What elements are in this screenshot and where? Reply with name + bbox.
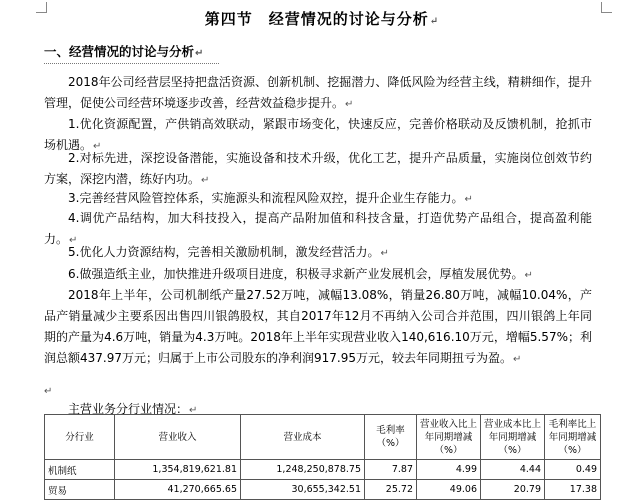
section-heading: 一、经营情况的讨论与分析↵ xyxy=(44,44,204,59)
section-title: 第四节 经营情况的讨论与分析↵ xyxy=(204,10,440,28)
paragraph-intro: 2018年公司经营层坚持把盘活资源、创新机制、挖掘潜力、降低风险为经营主线，精耕细作，提升管理，促使公司经营环境逐步改善，经营效益稳步提升。↵ xyxy=(44,75,592,110)
paragraph-item-1: 1.优化资源配置，产供销高效联动，紧跟市场变化，快速反应，完善价格联动及反馈机制，抢抓市场机遇。↵ xyxy=(44,117,592,152)
paragraph-item-2: 2.对标先进，深挖设备潜能，实施设备和技术升级，优化工艺，提升产品质量，实施岗位创效节约方案，深挖内潜，练好内功。↵ xyxy=(44,151,592,186)
cell-revenue-change: 4.99 xyxy=(417,460,481,480)
paragraph-results: 2018年上半年，公司机制纸产量27.52万吨，减幅13.08%，销量26.80万吨，减幅10.04%，产品产销量减少主要系因出售四川银鸽股权，其自2017年12月不再纳入公司合并范围，四川银鸽上年同期的产量为4.6万吨，销量为4.3万吨。2018年上半年实现营业收入140,616.10万元，增幅5.57%；利润总额437.97万元；归属于上市公司股东的净利润917.95万元，较去年同期扭亏为盈。↵ xyxy=(44,288,592,365)
paragraph-item-6: 6.做强造纸主业，加快推进升级项目进度，积极寻求新产业发展机会，厚植发展优势。↵ xyxy=(68,267,533,281)
table-row xyxy=(45,460,601,480)
header-margin-change: 毛利率比上年同期增减（%） xyxy=(545,415,601,460)
paragraph-item-4: 4.调优产品结构，加大科技投入，提高产品附加值和科技含量，打造优势产品组合，提高盈利能力。↵ xyxy=(44,211,592,246)
cell-revenue-change: 49.06 xyxy=(417,480,481,500)
heading-underline xyxy=(44,63,219,64)
header-revenue: 营业收入 xyxy=(115,415,241,460)
cell-gross-margin: 25.72 xyxy=(365,480,417,500)
cell-cost-change: 4.44 xyxy=(481,460,545,480)
cell-revenue: 41,270,665.65 xyxy=(115,480,241,500)
cell-cost-change: 20.79 xyxy=(481,480,545,500)
paragraph-item-5: 5.优化人力资源结构，完善相关激励机制，激发经营活力。↵ xyxy=(68,245,389,259)
industry-revenue-table xyxy=(44,414,601,500)
header-cost: 营业成本 xyxy=(241,415,365,460)
cell-cost: 1,248,250,878.75 xyxy=(241,460,365,480)
table-header-row xyxy=(45,415,601,460)
header-cost-change: 营业成本比上年同期增减（%） xyxy=(481,415,545,460)
paragraph-item-3: 3.完善经营风险管控体系，实施源头和流程风险双控，提升企业生存能力。↵ xyxy=(68,191,473,205)
table-caption: 主营业务分行业情况：↵ xyxy=(68,402,198,416)
table-row xyxy=(45,480,601,500)
empty-paragraph-mark: ↵ xyxy=(44,386,53,397)
cell-margin-change: 17.38 xyxy=(545,480,601,500)
cell-gross-margin: 7.87 xyxy=(365,460,417,480)
cell-cost: 30,655,342.51 xyxy=(241,480,365,500)
cell-revenue: 1,354,819,621.81 xyxy=(115,460,241,480)
cell-industry: 贸易 xyxy=(45,480,115,500)
cell-industry: 机制纸 xyxy=(45,460,115,480)
header-revenue-change: 营业收入比上年同期增减（%） xyxy=(417,415,481,460)
header-gross-margin: 毛利率（%） xyxy=(365,415,417,460)
header-industry: 分行业 xyxy=(45,415,115,460)
cell-margin-change: 0.49 xyxy=(545,460,601,480)
